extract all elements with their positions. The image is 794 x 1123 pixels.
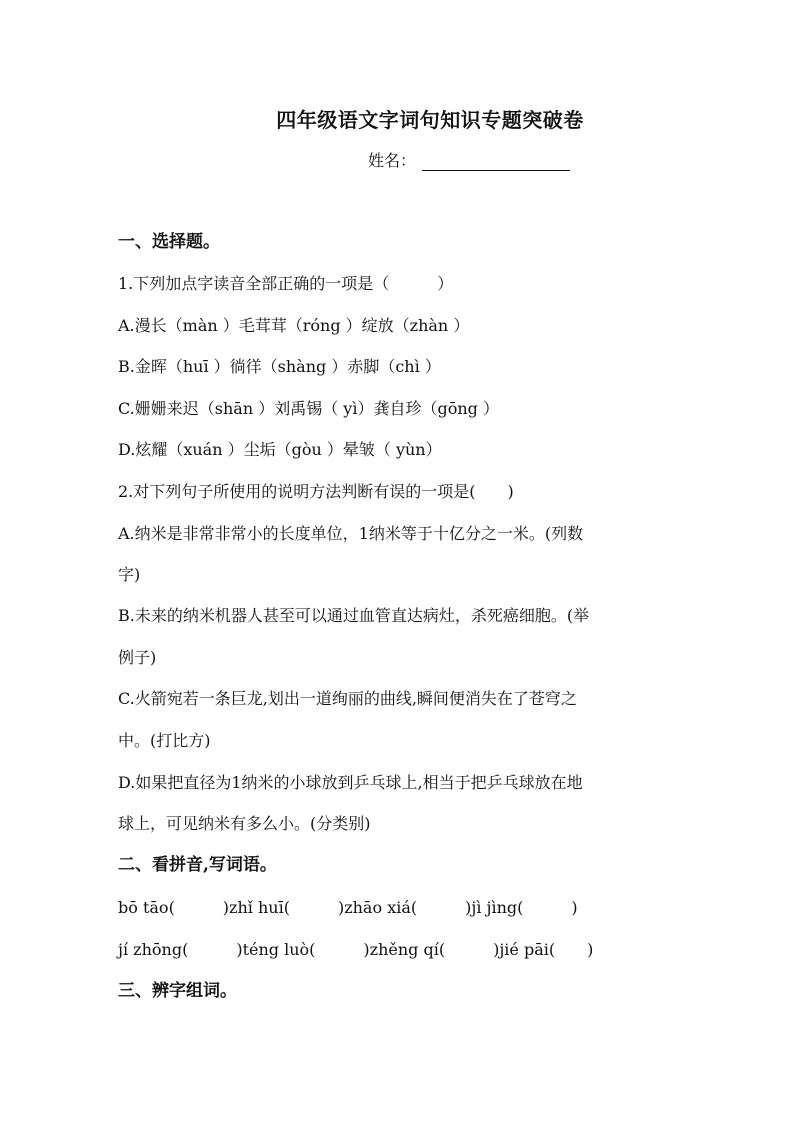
- q1-stem: 1.下列加点字读音全部正确的一项是（ ）: [118, 274, 454, 293]
- q2-option-c-line2: 中。(打比方): [118, 731, 211, 750]
- q2-stem: 2.对下列句子所使用的说明方法判断有误的一项是( ): [118, 482, 514, 501]
- q2-option-a-line2: 字): [118, 565, 141, 584]
- q2-option-c-line1: C.火箭宛若一条巨龙,划出一道绚丽的曲线,瞬间便消失在了苍穹之: [118, 689, 577, 708]
- q1-option-c: C.姗姗来迟（shān ）刘禹锡（ yì）龚自珍（gōng ）: [118, 399, 499, 418]
- name-row: [368, 148, 570, 171]
- section-two-heading: 二、看拼音,写词语。: [118, 855, 277, 875]
- q2-option-a-line1: A.纳米是非常非常小的长度单位，1纳米等于十亿分之一米。(列数: [118, 524, 584, 543]
- q1-option-d: D.炫耀（xuán ）尘垢（gòu ）晕皱（ yùn）: [118, 440, 442, 459]
- q2-option-b-line1: B.未来的纳米机器人甚至可以通过血管直达病灶，杀死癌细胞。(举: [118, 606, 590, 625]
- section-three-heading: 三、辨字组词。: [118, 981, 237, 1001]
- q2-option-d-line2: 球上，可见纳米有多么小。(分类别): [118, 814, 371, 833]
- pinyin-row-1: bō tāo( )zhǐ huī( )zhāo xiá( )jì jìng( ): [118, 898, 578, 917]
- name-label: 姓名：: [368, 151, 417, 170]
- q1-option-b: B.金晖（huī ）徜徉（shàng ）赤脚（chì ）: [118, 357, 441, 376]
- page-title: 四年级语文字词句知识专题突破卷: [276, 108, 584, 132]
- q2-option-b-line2: 例子): [118, 648, 157, 667]
- name-blank-line: [422, 152, 570, 171]
- pinyin-row-2: jí zhōng( )téng luò( )zhěng qí( )jié pāi( ): [118, 940, 594, 959]
- q2-option-d-line1: D.如果把直径为1纳米的小球放到乒乓球上,相当于把乒乓球放在地: [118, 773, 583, 792]
- q1-option-a: A.漫长（màn ）毛茸茸（róng ）绽放（zhàn ）: [118, 316, 470, 335]
- section-one-heading: 一、选择题。: [118, 232, 220, 252]
